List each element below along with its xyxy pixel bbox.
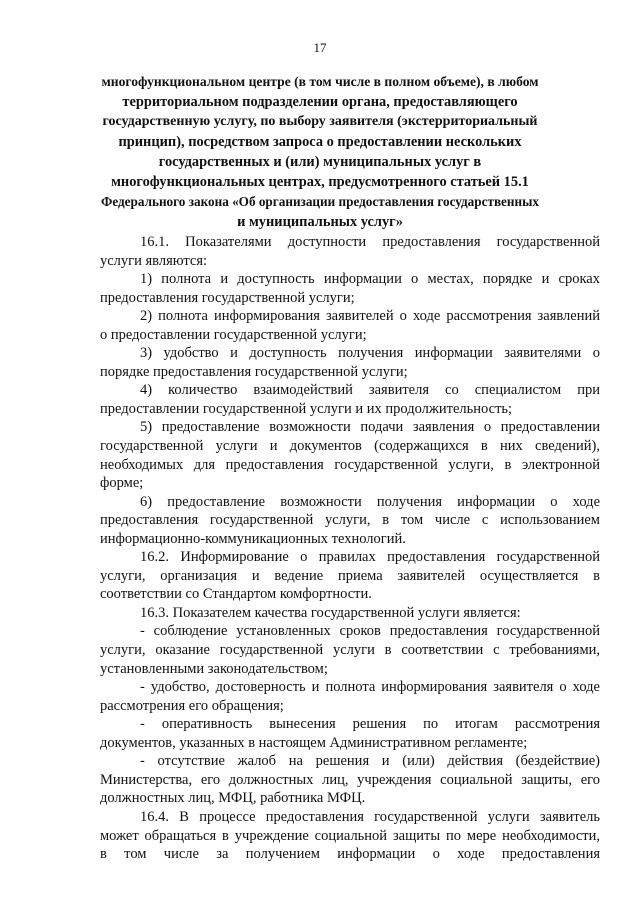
list-item-5-line: необходимых для предоставления государственной услуги, в электронной — [100, 456, 600, 473]
paragraph-16-2-line: соответствии со Стандартом комфортности. — [100, 586, 372, 603]
list-item-5-line: форме; — [100, 475, 144, 492]
list-item-2-line: о предоставлении государственной услуги; — [100, 326, 367, 343]
list-item-5-line: 5) предоставление возможности подачи заявления о предоставлении — [140, 419, 600, 436]
list-item-3-line: порядке предоставления государственной услуги; — [100, 363, 408, 380]
list-item-4-line: 4) количество взаимодействий заявителя со специалистом при — [140, 382, 600, 399]
list-item-6-line: 6) предоставление возможности получения информации о ходе — [140, 493, 600, 510]
paragraph-16-2-line: услуги, организация и ведение приема заявителей осуществляется в — [100, 567, 600, 584]
quality-item-2-line: рассмотрения его обращения; — [100, 697, 284, 714]
list-item-1-line: 1) полнота и доступность информации о местах, порядке и сроках — [140, 271, 600, 288]
paragraph-16-1-line: услуги являются: — [100, 252, 208, 269]
heading-line: государственных и (или) муниципальных услуг в — [158, 154, 482, 170]
quality-item-3-line: - оперативность вынесения решения по итогам рассмотрения — [140, 716, 600, 733]
page-number: 17 — [313, 40, 327, 55]
heading-line: государственную услугу, по выбору заявителя (экстерриториальный — [102, 114, 538, 129]
paragraph-16-1-line: 16.1. Показателями доступности предоставления государственной — [140, 234, 600, 250]
quality-item-4-line: Министерства, его должностных лиц, учреждения социальной защиты, его — [100, 771, 600, 788]
section-heading — [100, 72, 540, 232]
quality-item-4-line: должностных лиц, МФЦ, работника МФЦ. — [100, 790, 366, 807]
quality-item-1-line: услуги, оказание государственной услуги в соответствии с требованиями, — [100, 642, 600, 659]
paragraph-16-4-line: 16.4. В процессе предоставления государственной услуги заявитель — [140, 808, 600, 825]
list-item-2-line: 2) полнота информирования заявителей о ходе рассмотрения заявлений — [140, 308, 600, 325]
list-item-6-line: информационно-коммуникационных технологий. — [100, 530, 406, 547]
list-item-1-line: предоставления государственной услуги; — [100, 289, 355, 306]
heading-line: и муниципальных услуг» — [237, 214, 403, 230]
heading-line: принцип), посредством запроса о предоставлении нескольких — [118, 134, 522, 150]
heading-line: многофункциональном центре (в том числе в полном объеме), в любом — [101, 74, 539, 89]
quality-item-3-line: документов, указанных в настоящем Административном регламенте; — [100, 734, 528, 751]
list-item-3-line: 3) удобство и доступность получения информации заявителями о — [140, 345, 600, 362]
quality-item-4-line: - отсутствие жалоб на решения и (или) действия (бездействие) — [140, 753, 600, 770]
heading-line: Федерального закона «Об организации предоставления государственных — [101, 194, 539, 209]
paragraph-16-4-line: в том числе за получением информации о ходе предоставления — [100, 846, 600, 863]
quality-item-1-line: установленными законодательством; — [100, 660, 328, 677]
quality-item-2-line: - удобство, достоверность и полнота информирования заявителя о ходе — [140, 679, 600, 696]
document-body — [100, 233, 600, 864]
heading-line: территориальном подразделении органа, предоставляющего — [122, 94, 518, 110]
paragraph-16-2-line: 16.2. Информирование о правилах предоставления государственной — [140, 549, 600, 566]
heading-line: многофункциональных центрах, предусмотренного статьей 15.1 — [111, 174, 529, 190]
list-item-4-line: предоставлении государственной услуги и их продолжительность; — [100, 400, 513, 417]
paragraph-16-4-line: может обращаться в учреждение социальной защиты по мере необходимости, — [100, 827, 600, 844]
list-item-5-line: государственной услуги и документов (содержащихся в них сведений), — [100, 438, 600, 455]
list-item-6-line: предоставления государственной услуги, в том числе с использованием — [100, 512, 600, 529]
quality-item-1-line: - соблюдение установленных сроков предоставления государственной — [140, 623, 600, 640]
paragraph-16-3-line: 16.3. Показателем качества государственной услуги является: — [140, 604, 521, 621]
